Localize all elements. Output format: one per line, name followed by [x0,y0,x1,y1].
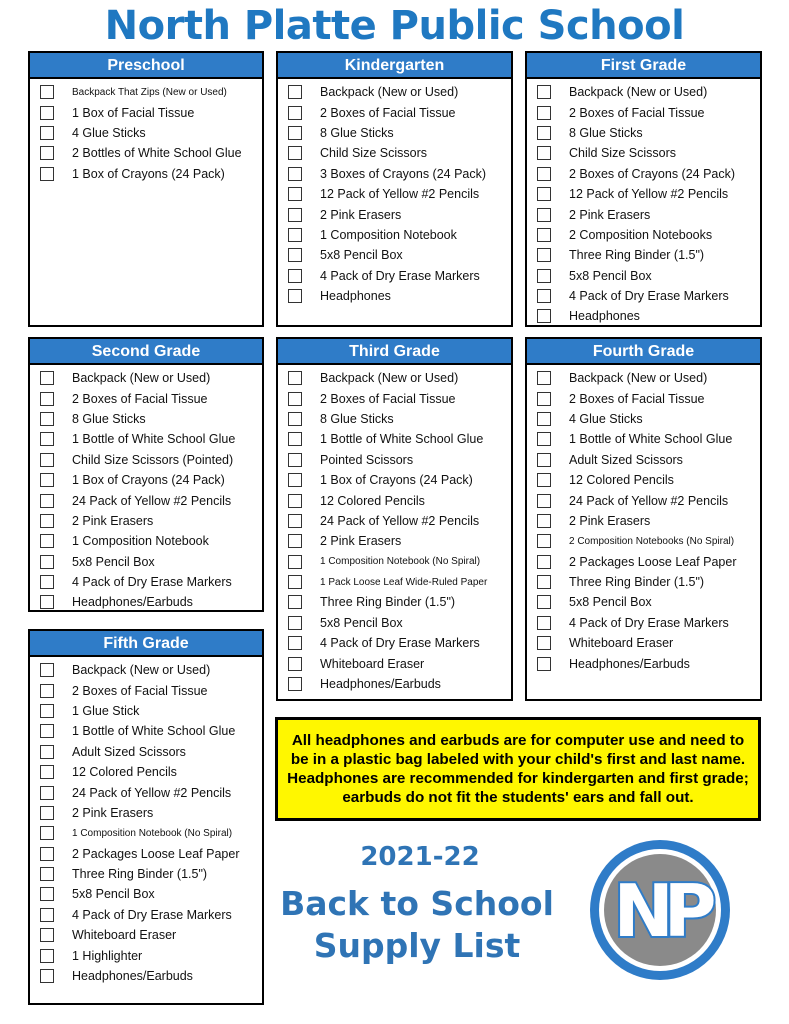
list-item [288,225,511,245]
checkbox[interactable] [40,412,54,426]
checkbox[interactable] [40,928,54,942]
list-item [537,470,760,490]
list-item [40,102,262,122]
list-item [288,286,511,306]
checkbox[interactable] [537,657,551,671]
checkbox[interactable] [537,228,551,242]
list-item [288,184,511,204]
checkbox[interactable] [40,432,54,446]
item-label: 8 Glue Sticks [72,411,146,426]
checkbox[interactable] [537,595,551,609]
item-label: 8 Glue Sticks [569,125,643,140]
item-label: 4 Pack of Dry Erase Markers [320,636,480,651]
item-label: Child Size Scissors [569,146,676,161]
list-item [537,653,760,673]
supply-list-heading-line1: Back to School [280,884,554,923]
checkbox[interactable] [537,534,551,548]
list-heading: Third Grade [278,339,511,365]
checkbox[interactable] [40,949,54,963]
item-label: 2 Pink Erasers [320,207,402,222]
checklist [527,79,760,327]
list-item [537,429,760,449]
item-label: Adult Sized Scissors [569,452,683,467]
item-label: 2 Boxes of Facial Tissue [320,105,456,120]
list-item [40,782,262,802]
checkbox[interactable] [288,616,302,630]
supply-list-heading-line2: Supply List [313,926,521,965]
list-item [288,674,511,694]
checklist [30,79,262,184]
checkbox[interactable] [288,146,302,160]
item-label: 12 Pack of Yellow #2 Pencils [320,187,480,202]
checkbox[interactable] [40,847,54,861]
item-label: 1 Box of Crayons (24 Pack) [72,473,225,488]
item-label: 24 Pack of Yellow #2 Pencils [72,785,232,800]
item-label: Backpack (New or Used) [72,371,211,386]
item-label: 1 Glue Stick [72,703,140,718]
checkbox[interactable] [40,85,54,99]
np-logo [588,838,732,982]
list-item [40,409,262,429]
kindergarten-list [276,51,513,327]
item-label: 2 Bottles of White School Glue [72,146,242,161]
item-label: 4 Pack of Dry Erase Markers [72,575,232,590]
checkbox[interactable] [40,724,54,738]
item-label: 2 Boxes of Crayons (24 Pack) [569,166,736,181]
checkbox[interactable] [40,167,54,181]
item-label: 2 Packages Loose Leaf Paper [72,846,240,861]
list-item [537,592,760,612]
item-label: Whiteboard Eraser [72,928,177,943]
item-label: Three Ring Binder (1.5") [569,248,705,263]
list-heading: Fifth Grade [30,631,262,657]
checkbox[interactable] [40,555,54,569]
list-item [40,123,262,143]
checkbox[interactable] [537,555,551,569]
checkbox[interactable] [288,514,302,528]
checkbox[interactable] [288,392,302,406]
list-item [288,164,511,184]
list-item [40,450,262,470]
item-label: 8 Glue Sticks [320,125,394,140]
item-label: 24 Pack of Yellow #2 Pencils [72,493,232,508]
item-label: Three Ring Binder (1.5") [320,595,456,610]
checkbox[interactable] [537,187,551,201]
list-item [40,945,262,965]
list-item [40,701,262,721]
checkbox[interactable] [40,786,54,800]
item-label: 4 Pack of Dry Erase Markers [569,615,729,630]
item-label: Child Size Scissors [320,146,427,161]
checkbox[interactable] [40,371,54,385]
list-item [40,143,262,163]
checklist [278,79,511,306]
checkbox[interactable] [40,765,54,779]
list-item [40,925,262,945]
checkbox[interactable] [288,453,302,467]
checkbox[interactable] [40,106,54,120]
list-item [40,552,262,572]
item-label: 3 Boxes of Crayons (24 Pack) [320,166,487,181]
checklist [30,657,262,986]
list-item [537,552,760,572]
item-label: Headphones/Earbuds [569,656,690,671]
checkbox[interactable] [288,371,302,385]
list-item [288,123,511,143]
item-label: 2 Pink Erasers [569,513,651,528]
checkbox[interactable] [288,494,302,508]
list-item [537,388,760,408]
checkbox[interactable] [537,85,551,99]
checkbox[interactable] [40,575,54,589]
list-item [537,82,760,102]
checkbox[interactable] [40,684,54,698]
item-label: 4 Pack of Dry Erase Markers [569,289,729,304]
list-item [40,660,262,680]
checkbox[interactable] [537,514,551,528]
list-item [40,762,262,782]
list-item [288,572,511,592]
list-item [288,653,511,673]
supply-list-heading [272,883,562,967]
item-label: Adult Sized Scissors [72,744,186,759]
list-item [537,204,760,224]
checkbox[interactable] [537,309,551,323]
checkbox[interactable] [288,289,302,303]
item-label: 4 Pack of Dry Erase Markers [320,268,480,283]
school-year: 2021-22 [360,842,480,872]
item-label: 12 Colored Pencils [320,493,425,508]
checkbox[interactable] [40,595,54,609]
list-item [288,388,511,408]
item-label: 2 Pink Erasers [72,513,154,528]
item-label: Three Ring Binder (1.5") [569,575,705,590]
checkbox[interactable] [288,575,302,589]
item-label: 1 Box of Facial Tissue [72,105,195,120]
checklist [30,365,262,612]
list-item [537,613,760,633]
item-label: 1 Bottle of White School Glue [72,432,236,447]
list-item [40,368,262,388]
list-item [288,204,511,224]
first-grade-list [525,51,762,327]
checkbox[interactable] [537,167,551,181]
checkbox[interactable] [40,392,54,406]
checkbox[interactable] [40,146,54,160]
checkbox[interactable] [40,826,54,840]
list-item [40,803,262,823]
item-label: 1 Composition Notebook [72,534,209,549]
list-heading: Second Grade [30,339,262,365]
checklist [527,365,760,674]
checkbox[interactable] [288,248,302,262]
list-item [288,552,511,572]
checkbox[interactable] [40,473,54,487]
checkbox[interactable] [537,453,551,467]
checkbox[interactable] [288,555,302,569]
checkbox[interactable] [537,412,551,426]
list-heading: Preschool [30,53,262,79]
list-item [40,680,262,700]
third-grade-list [276,337,513,701]
checklist [278,365,511,694]
fourth-grade-list [525,337,762,701]
checkbox[interactable] [288,106,302,120]
list-item [537,531,760,551]
checkbox[interactable] [537,473,551,487]
checkbox[interactable] [288,473,302,487]
checkbox[interactable] [40,745,54,759]
checkbox[interactable] [288,187,302,201]
item-label: 5x8 Pencil Box [320,248,403,263]
checkbox[interactable] [40,494,54,508]
list-item [40,592,262,612]
item-label: 2 Composition Notebooks (No Spiral) [569,535,735,547]
checkbox[interactable] [40,126,54,140]
list-item [40,429,262,449]
item-label: Backpack (New or Used) [320,371,459,386]
checkbox[interactable] [288,85,302,99]
list-item [288,245,511,265]
item-label: 5x8 Pencil Box [320,615,403,630]
list-item [537,286,760,306]
item-label: 4 Glue Sticks [569,411,643,426]
list-item [288,592,511,612]
list-item [537,572,760,592]
list-item [40,490,262,510]
list-item [288,450,511,470]
checkbox[interactable] [537,432,551,446]
list-item [288,82,511,102]
checkbox[interactable] [40,867,54,881]
list-item [288,266,511,286]
list-item [288,429,511,449]
item-label: 2 Composition Notebooks [569,227,713,242]
checkbox[interactable] [537,248,551,262]
checkbox[interactable] [40,704,54,718]
checkbox[interactable] [537,126,551,140]
checkbox[interactable] [288,126,302,140]
item-label: 5x8 Pencil Box [72,554,155,569]
item-label: 1 Composition Notebook (No Spiral) [320,556,481,568]
item-label: Headphones/Earbuds [72,969,193,984]
checkbox[interactable] [288,677,302,691]
checkbox[interactable] [40,806,54,820]
list-item [40,742,262,762]
checkbox[interactable] [288,534,302,548]
list-item [537,511,760,531]
list-item [537,102,760,122]
item-label: 2 Pink Erasers [320,534,402,549]
item-label: 1 Highlighter [72,948,143,963]
item-label: Backpack (New or Used) [569,371,708,386]
checkbox[interactable] [537,269,551,283]
list-heading: Kindergarten [278,53,511,79]
list-heading: Fourth Grade [527,339,760,365]
list-item [537,164,760,184]
checkbox[interactable] [40,663,54,677]
checkbox[interactable] [288,269,302,283]
item-label: 2 Boxes of Facial Tissue [569,105,705,120]
list-item [40,864,262,884]
list-item [40,470,262,490]
checkbox[interactable] [288,412,302,426]
checkbox[interactable] [537,494,551,508]
item-label: 1 Bottle of White School Glue [569,432,733,447]
list-item [40,388,262,408]
checkbox[interactable] [537,146,551,160]
item-label: Backpack (New or Used) [320,85,459,100]
list-item [288,511,511,531]
list-item [537,633,760,653]
logo-text: NP [613,869,707,953]
list-item [40,531,262,551]
item-label: 24 Pack of Yellow #2 Pencils [569,493,729,508]
page-title: North Platte Public School [104,3,685,49]
item-label: 1 Composition Notebook (No Spiral) [72,827,233,839]
checkbox[interactable] [537,575,551,589]
item-label: 2 Boxes of Facial Tissue [569,391,705,406]
list-item [288,531,511,551]
checkbox[interactable] [40,534,54,548]
list-item [288,368,511,388]
item-label: Headphones/Earbuds [320,677,441,692]
item-label: Child Size Scissors (Pointed) [72,452,234,467]
list-item [537,368,760,388]
list-item [40,511,262,531]
list-item [40,721,262,741]
item-label: 1 Composition Notebook [320,227,457,242]
item-label: 5x8 Pencil Box [569,268,652,283]
item-label: 8 Glue Sticks [320,411,394,426]
list-item [40,844,262,864]
item-label: Whiteboard Eraser [569,636,674,651]
list-item [40,823,262,843]
list-item [537,306,760,326]
checkbox[interactable] [40,514,54,528]
checkbox[interactable] [537,636,551,650]
list-heading: First Grade [527,53,760,79]
item-label: 5x8 Pencil Box [72,887,155,902]
item-label: Pointed Scissors [320,452,414,467]
checkbox[interactable] [537,208,551,222]
list-item [40,82,262,102]
item-label: 1 Bottle of White School Glue [320,432,484,447]
item-label: 4 Pack of Dry Erase Markers [72,907,232,922]
item-label: Whiteboard Eraser [320,656,425,671]
checkbox[interactable] [288,228,302,242]
item-label: 2 Packages Loose Leaf Paper [569,554,737,569]
item-label: Three Ring Binder (1.5") [72,867,208,882]
list-item [40,884,262,904]
checkbox[interactable] [40,453,54,467]
item-label: 4 Glue Sticks [72,125,146,140]
item-label: 5x8 Pencil Box [569,595,652,610]
item-label: 1 Box of Crayons (24 Pack) [320,473,473,488]
fifth-grade-list [28,629,264,1005]
preschool-list [28,51,264,327]
list-item [288,613,511,633]
list-item [537,245,760,265]
item-label: 12 Pack of Yellow #2 Pencils [569,187,729,202]
list-item [288,490,511,510]
item-label: 2 Boxes of Facial Tissue [72,391,208,406]
checkbox[interactable] [288,657,302,671]
second-grade-list [28,337,264,612]
item-label: 1 Pack Loose Leaf Wide-Ruled Paper [320,576,488,588]
list-item [537,225,760,245]
list-item [537,184,760,204]
list-item [288,143,511,163]
list-item [537,143,760,163]
checkbox[interactable] [288,636,302,650]
item-label: Headphones/Earbuds [72,595,193,610]
checkbox[interactable] [537,392,551,406]
checkbox[interactable] [537,616,551,630]
item-label: 1 Box of Crayons (24 Pack) [72,166,225,181]
list-item [40,966,262,986]
list-item [537,123,760,143]
list-item [288,102,511,122]
checkbox[interactable] [288,595,302,609]
item-label: Headphones [569,309,640,324]
list-item [40,164,262,184]
headphones-notice: All headphones and earbuds are for computer use and need to be in a plastic bag labeled with your child's first and last name. Headphones are recommended for kindergarten and first grade; earbuds do not fit the students' ears and fall out. [275,717,761,821]
item-label: 24 Pack of Yellow #2 Pencils [320,513,480,528]
checkbox[interactable] [40,887,54,901]
list-item [288,633,511,653]
list-item [537,490,760,510]
list-item [40,905,262,925]
item-label: Backpack (New or Used) [569,85,708,100]
item-label: 2 Boxes of Facial Tissue [320,391,456,406]
checkbox[interactable] [40,908,54,922]
item-label: 12 Colored Pencils [569,473,674,488]
list-item [537,450,760,470]
checkbox[interactable] [537,289,551,303]
item-label: 2 Boxes of Facial Tissue [72,683,208,698]
item-label: 12 Colored Pencils [72,765,177,780]
item-label: 1 Bottle of White School Glue [72,724,236,739]
list-item [537,409,760,429]
item-label: 2 Pink Erasers [72,805,154,820]
checkbox[interactable] [288,432,302,446]
list-item [537,266,760,286]
item-label: Backpack That Zips (New or Used) [72,86,227,98]
checkbox[interactable] [537,106,551,120]
list-item [40,572,262,592]
checkbox[interactable] [537,371,551,385]
checkbox[interactable] [288,167,302,181]
list-item [288,409,511,429]
item-label: 2 Pink Erasers [569,207,651,222]
item-label: Backpack (New or Used) [72,663,211,678]
checkbox[interactable] [288,208,302,222]
list-item [288,470,511,490]
checkbox[interactable] [40,969,54,983]
item-label: Headphones [320,289,391,304]
